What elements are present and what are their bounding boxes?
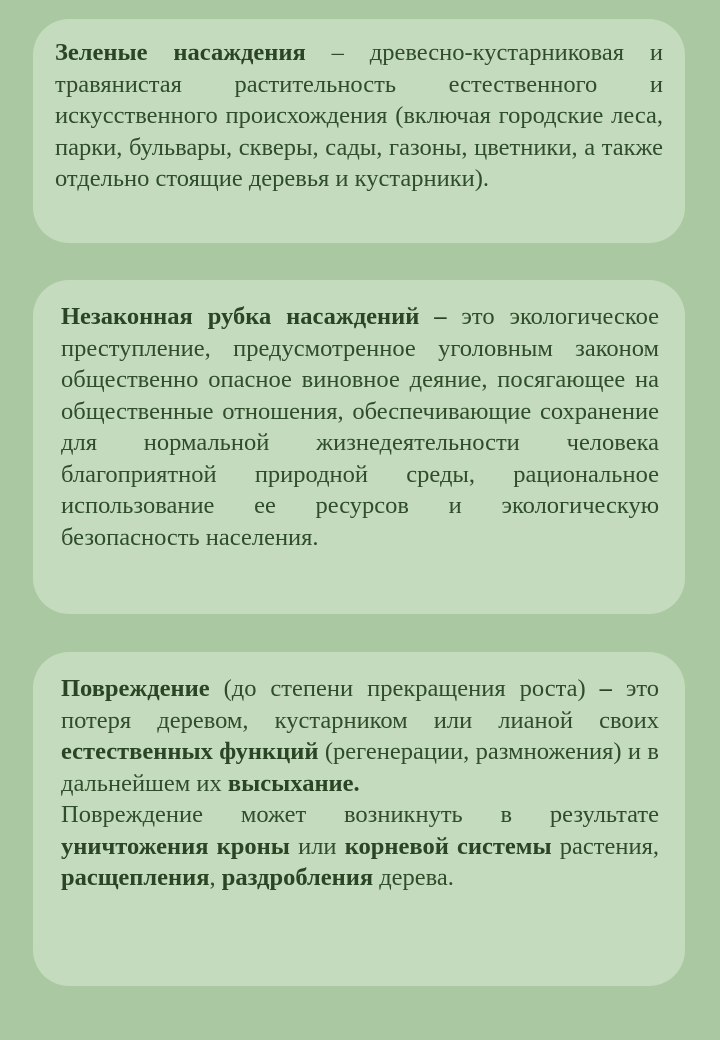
definition-body: растения,	[551, 832, 659, 860]
definition-body: дерева.	[373, 864, 454, 891]
dash: –	[599, 675, 612, 702]
definition-card-green-plantings	[33, 19, 685, 243]
emphasis-crushing: раздробления	[221, 864, 374, 891]
definition-qualifier: (до степени прекращения роста)	[209, 675, 600, 702]
definition-term: Зеленые насаждения	[55, 39, 306, 66]
definition-text	[61, 301, 659, 553]
emphasis-drying: высыхание.	[227, 769, 360, 797]
emphasis-splitting: расщепления	[61, 864, 210, 891]
definition-body: это экологическое преступление, предусмотренное уголовным законом общественно опасное виновное деяние, посягающее на общественные отношения, обеспечивающие сохранение для нормальной жизнедеятельности человека благоприятной природной среды, рациональное использование ее ресурсов и экологическую безопасность населения.	[61, 303, 659, 551]
definition-text	[55, 37, 663, 195]
definition-text-continued	[61, 799, 659, 894]
dash: –	[419, 303, 462, 330]
definition-term: Повреждение	[61, 675, 210, 702]
emphasis-root-system: корневой системы	[344, 832, 552, 860]
definition-body: (регенерации, размножения) и в дальнейшем их	[61, 738, 659, 797]
definition-text	[61, 673, 659, 799]
definition-body: это потеря деревом, кустарником или лианой своих	[61, 675, 660, 734]
dash: –	[305, 39, 370, 66]
definition-body: или	[289, 832, 345, 860]
definition-card-illegal-logging	[33, 280, 685, 614]
definition-body: ,	[209, 864, 222, 891]
definition-card-damage	[33, 652, 685, 986]
emphasis-crown-destruction: уничтожения кроны	[61, 832, 290, 860]
definition-body: древесно-кустарниковая и травянистая растительность естественного и искусственного происхождения (включая городские леса, парки, бульвары, скверы, сады, газоны, цветники, а также отдельно стоящие деревья и кустарники).	[55, 39, 664, 192]
emphasis-natural-functions: естественных функций	[61, 738, 319, 765]
definition-term: Незаконная рубка насаждений	[61, 303, 420, 330]
definition-body: Повреждение может возникнуть в результате	[61, 801, 659, 828]
